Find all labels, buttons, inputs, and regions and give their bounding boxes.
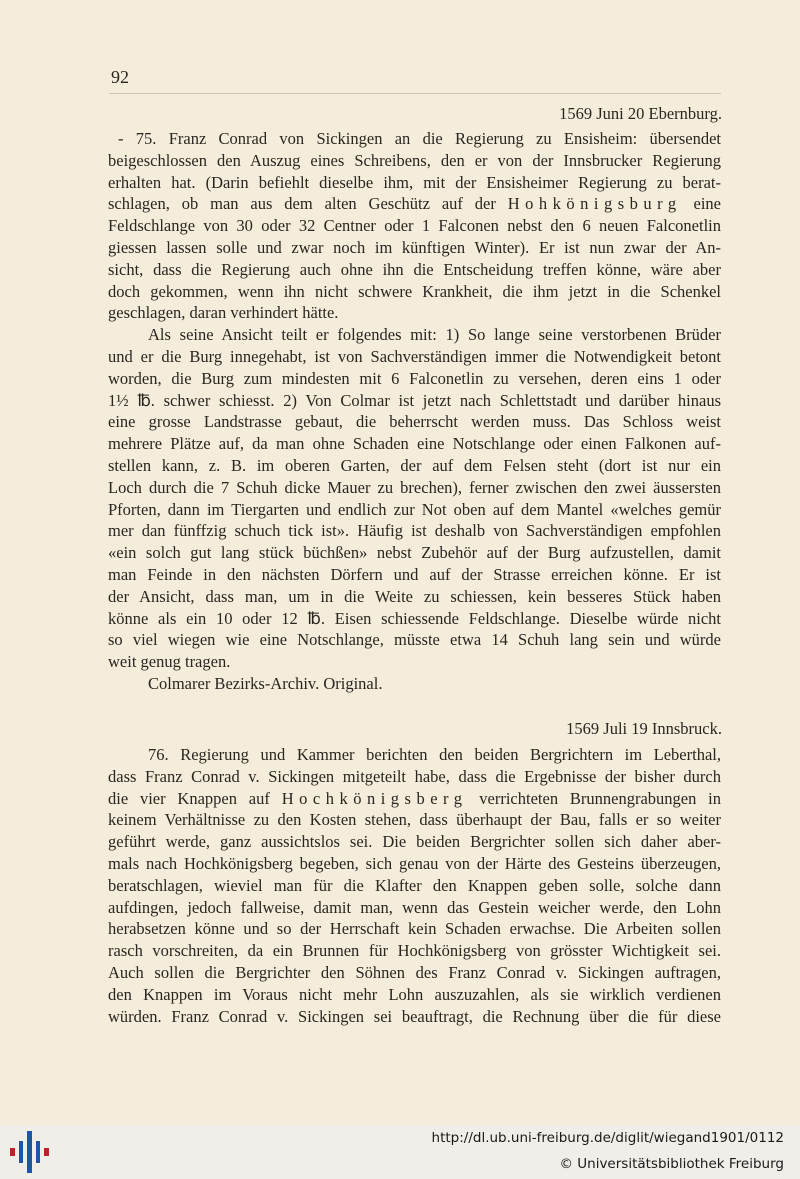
text-line: geschlagen, daran verhindert hätte.: [108, 303, 339, 323]
text-line: erhalten hat. (Darin befiehlt dieselbe ihm, mit der Ensisheimer Regierung zu berat-: [108, 172, 721, 192]
spaced-place-name: Hohkönigsburg: [507, 194, 682, 214]
text-line: doch gekommen, wenn ihn nicht schwere Krankheit, die ihm jetzt in die Schenkel: [108, 281, 721, 301]
text-line: mehrere Plätze auf, da man ohne Schaden eine Notschlange oder einen Falkonen auf-: [108, 434, 721, 454]
text-line: so viel wiegen wie eine Notschlange, müsste etwa 14 Schuh lang sein und würde: [108, 630, 721, 650]
entry-76-text: [108, 744, 721, 1027]
text-line: schlagen, ob man aus dem alten Geschütz auf der Hohkönigsburg eine: [108, 194, 721, 214]
library-logo-icon: [10, 1131, 50, 1173]
text-line: giessen lassen solle und zwar noch im künftigen Winter). Er ist nun zwar der An-: [108, 237, 721, 257]
text-line: mer dan fünffzig schuch tick ist». Häufig ist deshalb von Sachverständigen empfohlen: [108, 521, 721, 541]
text-line: - 75. Franz Conrad von Sickingen an die Regierung zu Ensisheim: übersendet: [118, 129, 721, 148]
text-line: «ein solch gut lang stück büchßen» nebst Zubehör auf der Burg aufzustellen, damit: [108, 543, 721, 563]
spaced-place-name: Hochkönigsberg: [281, 788, 468, 808]
text-line: mals nach Hochkönigsberg begeben, sich genau von der Härte des Gesteins überzeugen,: [108, 853, 721, 873]
text-line: worden, die Burg zum mindesten mit 6 Falconetlin zu versehen, deren eins 1 oder: [108, 368, 721, 388]
text-line: dass Franz Conrad v. Sickingen mitgeteilt habe, dass die Ergebnisse der bisher durch: [108, 766, 721, 786]
text-line: beratschlagen, wieviel man für die Klafter den Knappen geben solle, solche dann: [108, 875, 721, 895]
text-line: die vier Knappen auf Hochkönigsberg verrichteten Brunnengrabungen in: [108, 788, 721, 808]
permalink-url[interactable]: http://dl.ub.uni-freiburg.de/diglit/wiegand1901/0112: [431, 1130, 784, 1146]
text-line: der Ansicht, dass man, um in die Weite zu schiessen, kein besseres Stück haben: [108, 586, 721, 606]
text-line: 1½ ℔. schwer schiesst. 2) Von Colmar ist jetzt nach Schlettstadt und darüber hinaus: [108, 390, 721, 410]
entry-76-dateline: 1569 Juli 19 Innsbruck.: [566, 719, 722, 738]
text-line: Feldschlange von 30 oder 32 Centner oder 1 Falconen nebst den 6 neuen Falconetlin: [108, 216, 721, 236]
text-line: und er die Burg innegehabt, ist von Sachverständigen immer die Notwendigkeit betont: [108, 346, 721, 366]
text-line: sicht, dass die Regierung auch ohne ihn die Entscheidung treffen könne, wäre aber: [108, 259, 721, 279]
page-number: 92: [111, 67, 129, 87]
text-line: man Feinde in den nächsten Dörfern und auf der Strasse erreichen könne. Er ist: [108, 564, 721, 584]
text-line: 76. Regierung und Kammer berichten den beiden Bergrichtern im Leberthal,: [148, 745, 721, 764]
text-line: könne als ein 10 oder 12 ℔. Eisen schiessende Feldschlange. Dieselbe würde nicht: [108, 608, 721, 628]
text-line: den Knappen im Voraus nicht mehr Lohn auszuzahlen, als sie wirklich verdienen: [108, 984, 721, 1004]
entry-75-dateline: 1569 Juni 20 Ebernburg.: [559, 104, 722, 123]
text-line: Als seine Ansicht teilt er folgendes mit: 1) So lange seine verstorbenen Brüder: [148, 325, 721, 345]
copyright-notice: © Universitätsbibliothek Freiburg: [559, 1156, 784, 1172]
text-line: rasch vorschreiten, da ein Brunnen für Hochkönigsberg von grösster Wichtigkeit sei.: [108, 941, 721, 961]
text-line: stellen kann, z. B. im oberen Garten, der auf dem Felsen steht (dort ist nur ein: [108, 455, 721, 475]
text-line: eine grosse Landstrasse gebaut, die beherrscht werden muss. Das Schloss weist: [108, 412, 721, 432]
text-line: keinem Verhältnisse zu den Kosten stehen, dass überhaupt der Bau, falls er so weiter: [108, 810, 721, 830]
archive-source: Colmarer Bezirks-Archiv. Original.: [148, 674, 383, 693]
entry-75-text: [108, 128, 721, 673]
header-rule: [109, 93, 721, 94]
text-line: herabsetzen könne und so der Herrschaft kein Schaden erwachse. Die Arbeiten sollen: [108, 919, 721, 939]
text-line: würden. Franz Conrad v. Sickingen sei beauftragt, die Rechnung über die für diese: [108, 1006, 721, 1026]
text-line: weit genug tragen.: [108, 652, 231, 672]
text-line: Loch durch die 7 Schuh dicke Mauer zu brechen), ferner zwischen den zwei äussersten: [108, 477, 721, 497]
text-line: Auch sollen die Bergrichter den Söhnen des Franz Conrad v. Sickingen auftragen,: [108, 962, 721, 982]
text-line: geführt werde, ganz aussichtslos sei. Die beiden Bergrichter sollen sich daher aber-: [108, 832, 721, 852]
text-line: beigeschlossen den Auszug eines Schreibens, den er von der Innsbrucker Regierung: [108, 150, 721, 170]
text-line: Pforten, dann im Tiergarten und endlich zur Not oben auf dem Mantel «welches gemür: [108, 499, 721, 519]
text-line: aufdingen, jedoch fallweise, damit man, wenn das Gestein weicher werde, den Lohn: [108, 897, 721, 917]
